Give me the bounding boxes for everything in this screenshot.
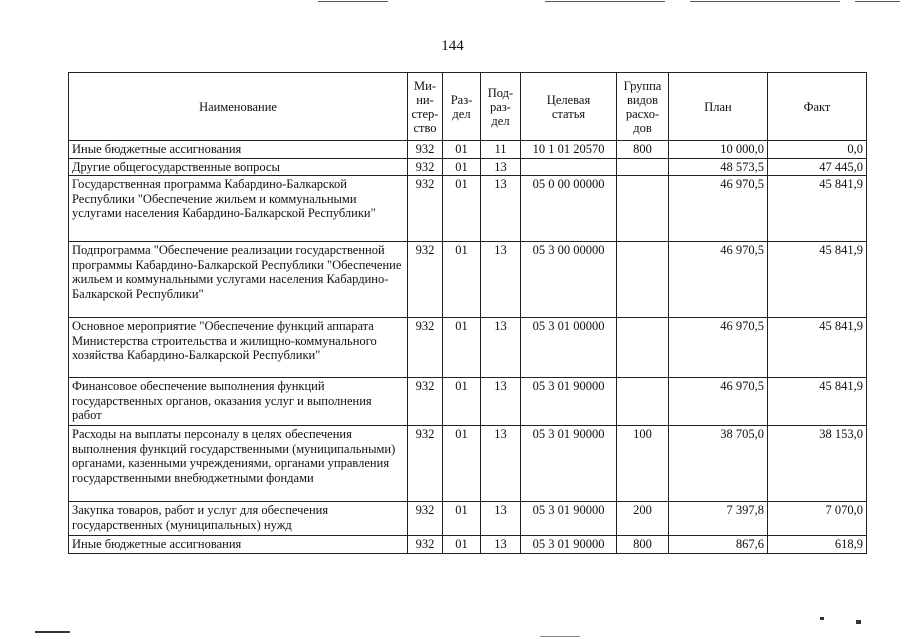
row-name-cell: Основное мероприятие "Обеспечение функций аппарата Министерства строительства и жилищно-коммунального хозяйства Кабардино-Балкарской Республики" xyxy=(69,318,408,378)
row-group-cell xyxy=(617,158,669,176)
row-ministry-cell: 932 xyxy=(408,536,443,554)
scan-top-marks xyxy=(0,0,905,6)
row-ministry-cell: 932 xyxy=(408,318,443,378)
row-name-cell: Иные бюджетные ассигнования xyxy=(69,536,408,554)
row-group-cell: 100 xyxy=(617,426,669,502)
row-subsection-cell: 13 xyxy=(481,426,521,502)
header-fact: Факт xyxy=(768,73,867,141)
row-ministry-cell: 932 xyxy=(408,158,443,176)
row-article-cell: 05 3 00 00000 xyxy=(521,242,617,318)
row-fact-cell: 7 070,0 xyxy=(768,502,867,536)
row-plan-cell: 46 970,5 xyxy=(669,318,768,378)
row-group-cell xyxy=(617,378,669,426)
row-subsection-cell: 13 xyxy=(481,158,521,176)
row-article-cell: 05 0 00 00000 xyxy=(521,176,617,242)
table-body xyxy=(69,141,867,554)
table-row xyxy=(69,378,867,426)
row-article-cell: 05 3 01 90000 xyxy=(521,536,617,554)
table-row xyxy=(69,426,867,502)
row-section-cell: 01 xyxy=(443,318,481,378)
row-ministry-cell: 932 xyxy=(408,141,443,159)
table-row xyxy=(69,318,867,378)
table-row xyxy=(69,158,867,176)
row-article-cell: 05 3 01 00000 xyxy=(521,318,617,378)
row-group-cell xyxy=(617,318,669,378)
row-fact-cell: 45 841,9 xyxy=(768,378,867,426)
row-subsection-cell: 13 xyxy=(481,502,521,536)
row-subsection-cell: 13 xyxy=(481,176,521,242)
row-name-cell: Подпрограмма "Обеспечение реализации государственной программы Кабардино-Балкарской Республики "Обеспечение жильем и коммунальными услугами населения Кабардино-Балкарской Республики" xyxy=(69,242,408,318)
row-fact-cell: 38 153,0 xyxy=(768,426,867,502)
row-article-cell: 10 1 01 20570 xyxy=(521,141,617,159)
row-ministry-cell: 932 xyxy=(408,426,443,502)
table-row xyxy=(69,242,867,318)
row-plan-cell: 46 970,5 xyxy=(669,378,768,426)
row-name-cell: Другие общегосударственные вопросы xyxy=(69,158,408,176)
row-plan-cell: 7 397,8 xyxy=(669,502,768,536)
row-article-cell xyxy=(521,158,617,176)
row-subsection-cell: 13 xyxy=(481,242,521,318)
table-row xyxy=(69,176,867,242)
row-section-cell: 01 xyxy=(443,378,481,426)
row-fact-cell: 0,0 xyxy=(768,141,867,159)
row-plan-cell: 38 705,0 xyxy=(669,426,768,502)
page-number: 144 xyxy=(441,38,464,54)
row-plan-cell: 48 573,5 xyxy=(669,158,768,176)
row-group-cell: 800 xyxy=(617,141,669,159)
row-article-cell: 05 3 01 90000 xyxy=(521,426,617,502)
row-plan-cell: 867,6 xyxy=(669,536,768,554)
row-article-cell: 05 3 01 90000 xyxy=(521,378,617,426)
row-section-cell: 01 xyxy=(443,158,481,176)
table-header-row xyxy=(69,73,867,141)
row-section-cell: 01 xyxy=(443,176,481,242)
table-row xyxy=(69,536,867,554)
row-ministry-cell: 932 xyxy=(408,502,443,536)
row-name-cell: Иные бюджетные ассигнования xyxy=(69,141,408,159)
row-plan-cell: 46 970,5 xyxy=(669,242,768,318)
row-section-cell: 01 xyxy=(443,426,481,502)
row-fact-cell: 45 841,9 xyxy=(768,242,867,318)
row-ministry-cell: 932 xyxy=(408,242,443,318)
row-group-cell xyxy=(617,242,669,318)
row-name-cell: Государственная программа Кабардино-Балкарской Республики "Обеспечение жильем и коммунальными услугами населения Кабардино-Балкарской Республики" xyxy=(69,176,408,242)
row-name-cell: Расходы на выплаты персоналу в целях обеспечения выполнения функций государственными (муниципальными) органами, казенными учреждениями, органами управления государственными внебюджетными фондами xyxy=(69,426,408,502)
row-plan-cell: 10 000,0 xyxy=(669,141,768,159)
row-ministry-cell: 932 xyxy=(408,176,443,242)
header-article: Целевая статья xyxy=(521,73,617,141)
header-ministry: Ми- ни- стер- ство xyxy=(408,73,443,141)
row-ministry-cell: 932 xyxy=(408,378,443,426)
row-subsection-cell: 11 xyxy=(481,141,521,159)
row-article-cell: 05 3 01 90000 xyxy=(521,502,617,536)
row-group-cell xyxy=(617,176,669,242)
row-section-cell: 01 xyxy=(443,242,481,318)
row-section-cell: 01 xyxy=(443,502,481,536)
table-row xyxy=(69,502,867,536)
header-subsection: Под- раз- дел xyxy=(481,73,521,141)
row-name-cell: Финансовое обеспечение выполнения функций государственных органов, оказания услуг и выполнения работ xyxy=(69,378,408,426)
row-fact-cell: 618,9 xyxy=(768,536,867,554)
row-name-cell: Закупка товаров, работ и услуг для обеспечения государственных (муниципальных) нужд xyxy=(69,502,408,536)
row-subsection-cell: 13 xyxy=(481,378,521,426)
table-row xyxy=(69,141,867,159)
budget-table xyxy=(68,72,867,554)
row-plan-cell: 46 970,5 xyxy=(669,176,768,242)
row-fact-cell: 45 841,9 xyxy=(768,176,867,242)
header-plan: План xyxy=(669,73,768,141)
row-section-cell: 01 xyxy=(443,141,481,159)
row-fact-cell: 47 445,0 xyxy=(768,158,867,176)
header-name: Наименование xyxy=(69,73,408,141)
row-group-cell: 200 xyxy=(617,502,669,536)
header-group: Группа видов расхо- дов xyxy=(617,73,669,141)
row-section-cell: 01 xyxy=(443,536,481,554)
row-fact-cell: 45 841,9 xyxy=(768,318,867,378)
row-subsection-cell: 13 xyxy=(481,536,521,554)
row-subsection-cell: 13 xyxy=(481,318,521,378)
header-section: Раз- дел xyxy=(443,73,481,141)
row-group-cell: 800 xyxy=(617,536,669,554)
